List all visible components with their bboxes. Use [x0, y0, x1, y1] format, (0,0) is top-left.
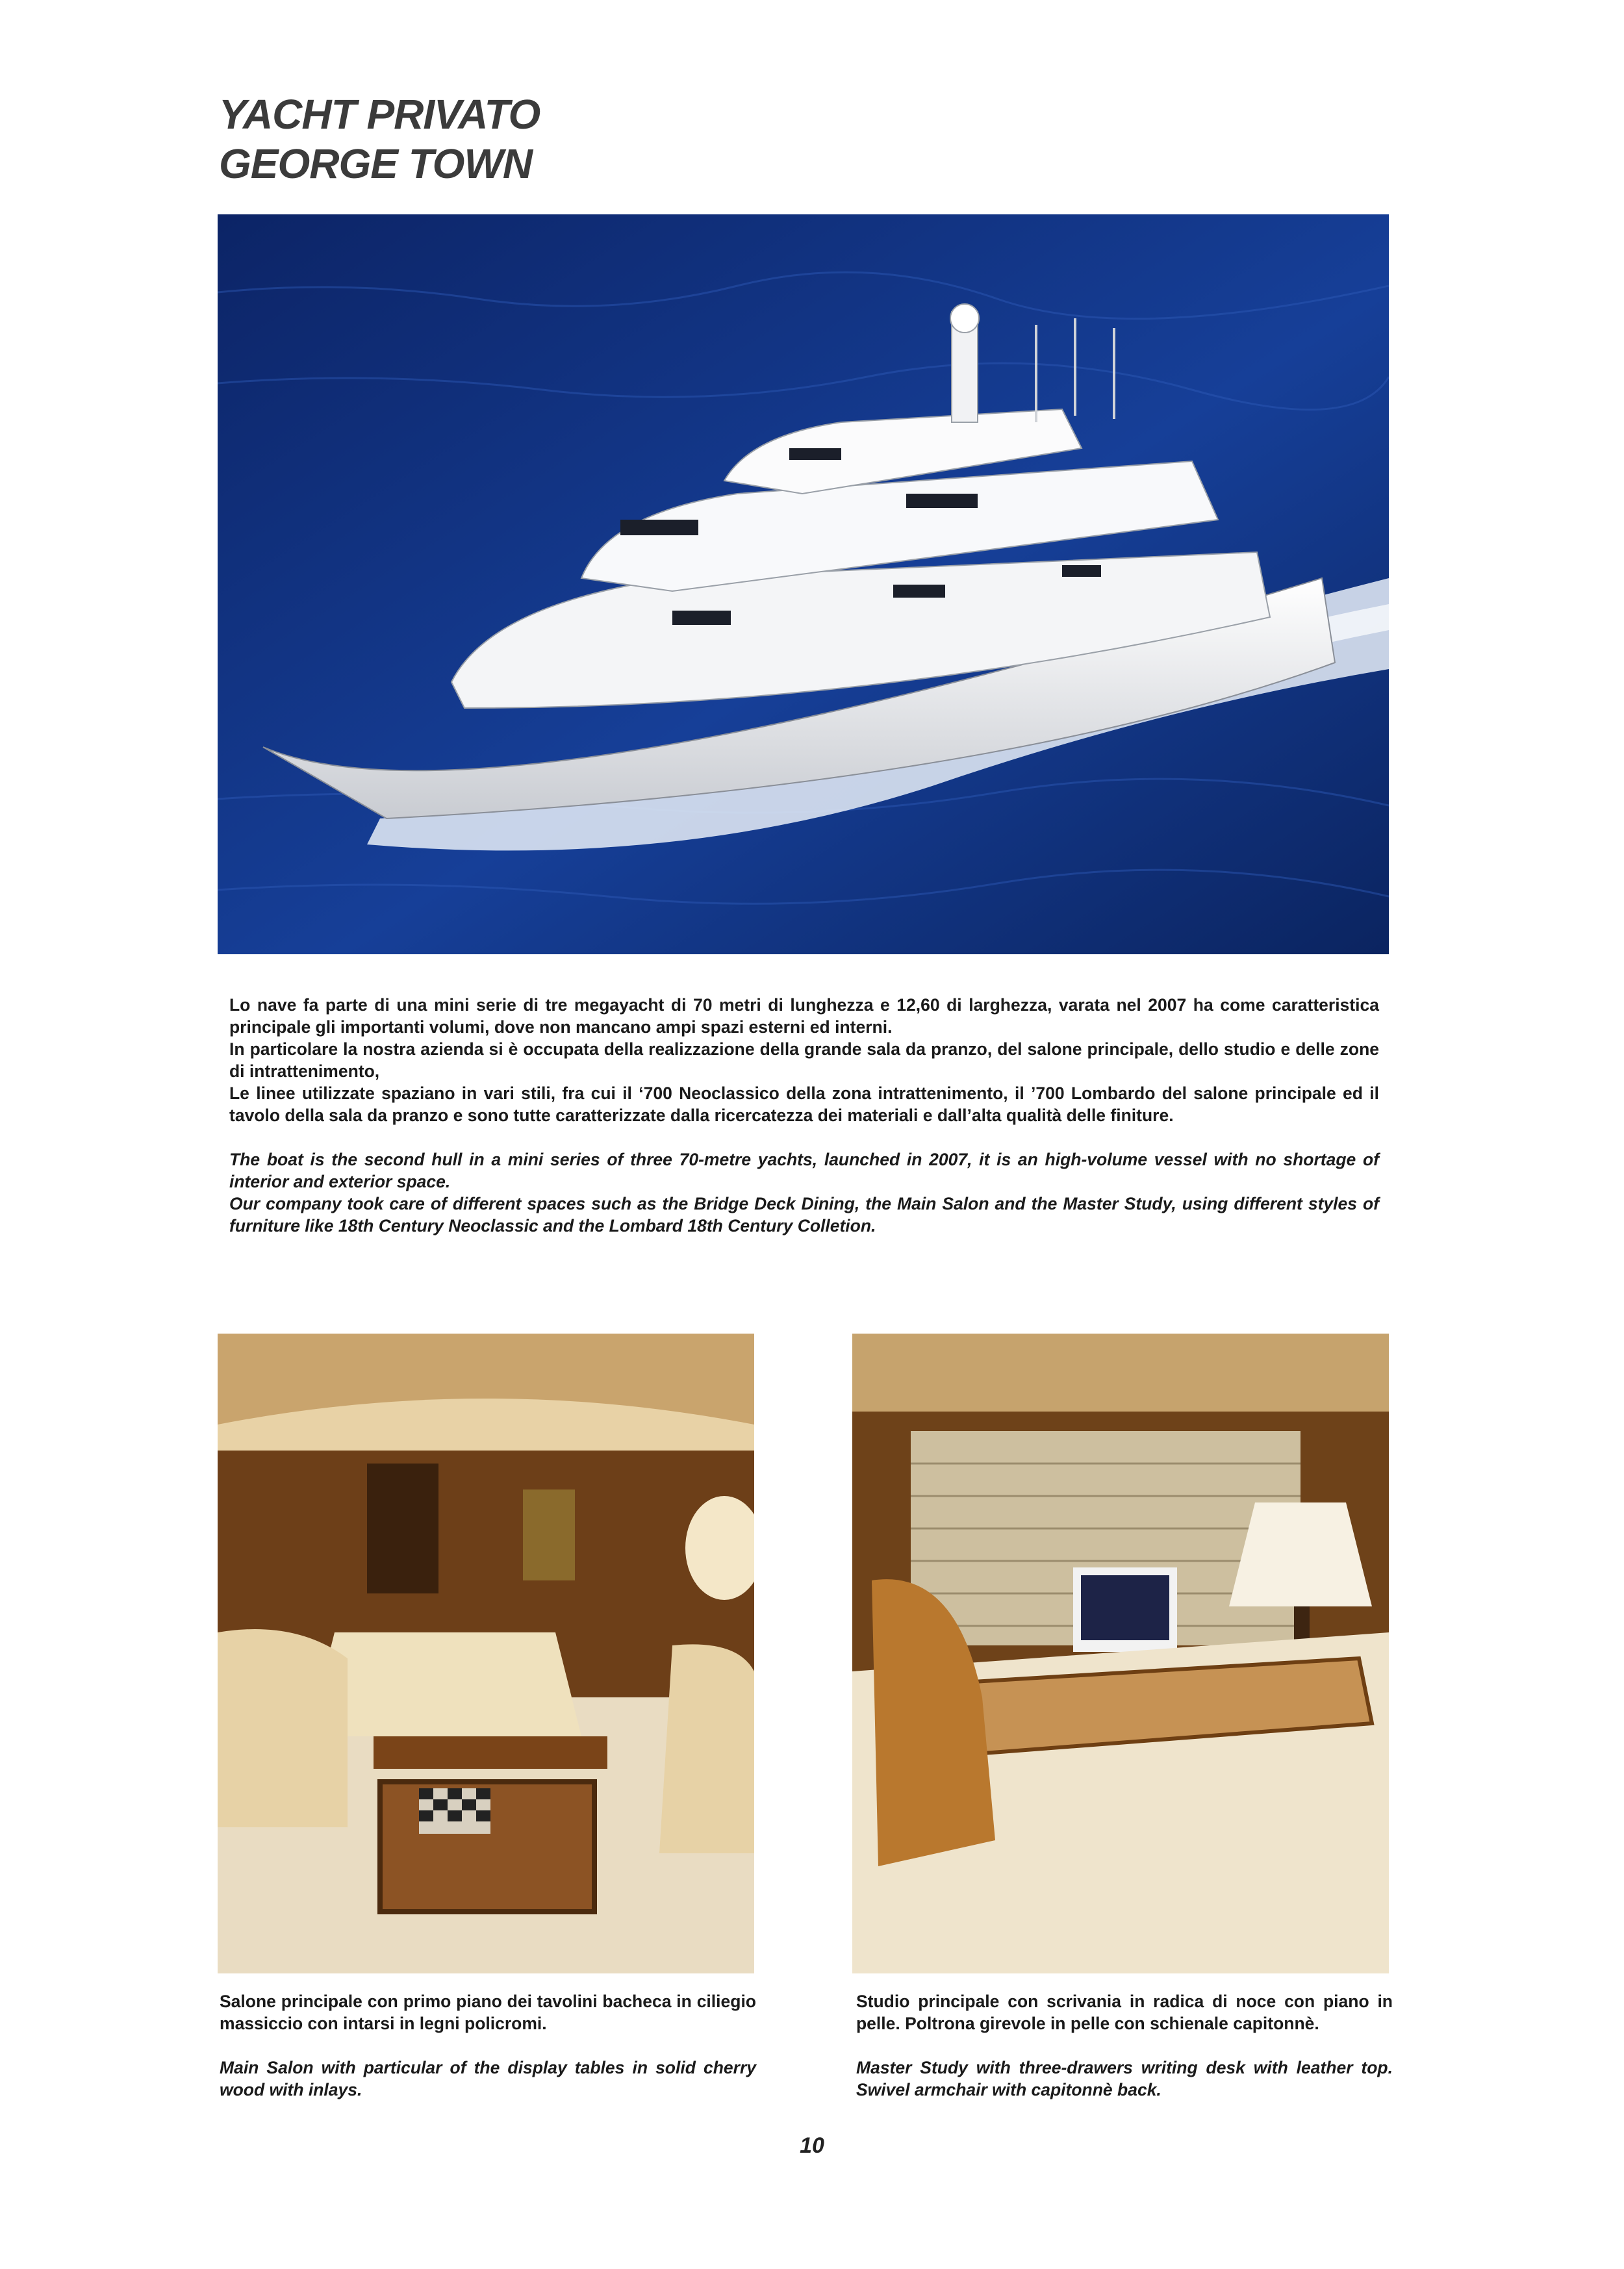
description-en-paragraph-1: The boat is the second hull in a mini series of three 70-metre yachts, launched in 2007, it is an high-volume vessel with no shortage of interior and exterior space.: [229, 1150, 1379, 1191]
page-number: 10: [800, 2133, 824, 2158]
main-salon-caption-en: Main Salon with particular of the display tables in solid cherry wood with inlays.: [220, 2058, 756, 2099]
main-salon-photo: [218, 1334, 754, 1973]
description-it-paragraph-2: In particolare la nostra azienda si è occupata della realizzazione della grande sala da pranzo, del salone principale, dello studio e delle zone di intrattenimento,: [229, 1039, 1379, 1081]
yacht-illustration: [218, 214, 1389, 954]
main-salon-caption-it: Salone principale con primo piano dei tavolini bacheca in ciliegio massiccio con intarsi in legni policromi.: [220, 1992, 756, 2033]
master-study-caption: [856, 1990, 1393, 2101]
master-study-caption-en: Master Study with three-drawers writing desk with leather top. Swivel armchair with capitonnè back.: [856, 2058, 1393, 2099]
main-salon-illustration: [218, 1334, 754, 1973]
title-line-1: YACHT PRIVATO: [219, 91, 540, 138]
main-salon-caption: [220, 1990, 756, 2101]
page-title: [219, 90, 540, 188]
description-it-paragraph-3: Le linee utilizzate spaziano in vari stili, fra cui il ‘700 Neoclassico della zona intrattenimento, il ’700 Lombardo del salone principale ed il tavolo della sala da pranzo e sono tutte caratterizzate dalla ricercatezza dei materiali e dall’alta qualità delle finiture.: [229, 1084, 1379, 1125]
yacht-hero-photo: [218, 214, 1389, 954]
master-study-photo: [852, 1334, 1389, 1973]
description-en-paragraph-2: Our company took care of different spaces such as the Bridge Deck Dining, the Main Salon and the Master Study, using different styles of furniture like 18th Century Neoclassic and the Lombard 18th Century Colletion.: [229, 1194, 1379, 1236]
description-italian: [229, 994, 1379, 1126]
master-study-illustration: [852, 1334, 1389, 1973]
description-it-paragraph-1: Lo nave fa parte di una mini serie di tre megayacht di 70 metri di lunghezza e 12,60 di larghezza, varata nel 2007 ha come caratteristica principale gli importanti volumi, dove non mancano ampi spazi esterni ed interni.: [229, 995, 1379, 1037]
project-description: [229, 994, 1379, 1237]
description-english: [229, 1148, 1379, 1237]
master-study-caption-it: Studio principale con scrivania in radica di noce con piano in pelle. Poltrona girevole in pelle con schienale capitonnè.: [856, 1992, 1393, 2033]
title-line-2: GEORGE TOWN: [219, 140, 533, 187]
